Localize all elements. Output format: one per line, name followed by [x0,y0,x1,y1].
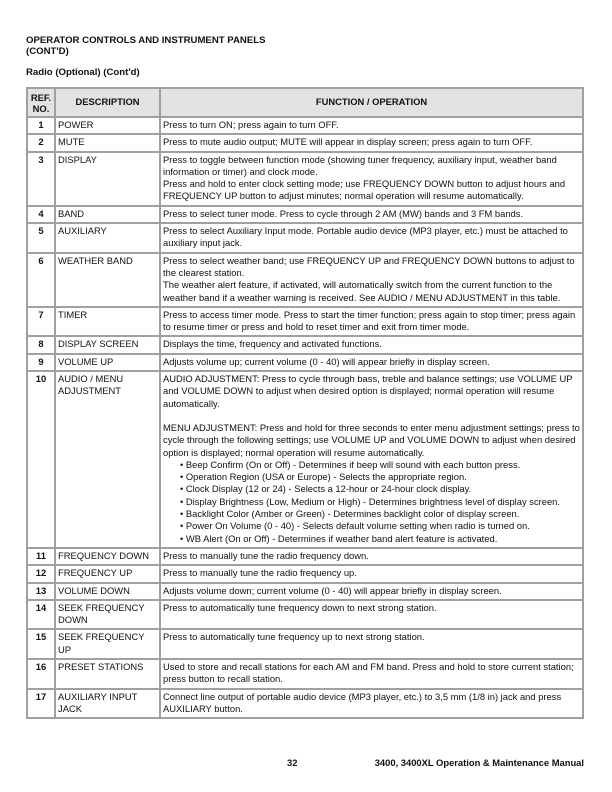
function-paragraph: Press to automatically tune frequency up to next strong station. [163,631,425,643]
function-paragraph: Used to store and recall stations for each AM and FM band. Press and hold to store current station; press button to recall station. [163,660,574,685]
header-ref-no [27,88,55,117]
control-description: WEATHER BAND [55,253,160,307]
control-description: DISPLAY SCREEN [55,336,160,353]
table-row [27,371,583,548]
function-operation [160,354,583,371]
control-description: PRESET STATIONS [55,659,160,689]
ref-number: 16 [27,659,55,689]
function-operation [160,152,583,206]
header-function: FUNCTION / OPERATION [160,88,583,117]
menu-setting-text: WB Alert (On or Off) - Determines if weather band alert feature is activated. [185,532,498,544]
bullet-icon: • [180,508,186,520]
menu-setting-item [163,533,580,545]
menu-setting-text: Power On Volume (0 - 40) - Selects default volume setting when radio is turned on. [185,520,530,532]
function-paragraph: The weather alert feature, if activated, will automatically switch from the current function to the weather band if a weather warning is received. See AUDIO / MENU ADJUSTMENT in this table. [163,279,561,303]
ref-number: 9 [27,354,55,371]
function-paragraph: Connect line output of portable audio device (MP3 player, etc.) to 3,5 mm (1/8 in) jack and press AUXILIARY button. [163,690,562,714]
control-description: VOLUME DOWN [55,583,160,600]
ref-number: 17 [27,689,55,719]
function-paragraph: Press to select Auxiliary Input mode. Portable audio device (MP3 player, etc.) must be attached to auxiliary input jack. [163,225,568,249]
function-operation [160,253,583,307]
function-paragraph: Adjusts volume up; current volume (0 - 40) will appear briefly in display screen. [163,355,490,367]
function-operation [160,223,583,253]
menu-setting-text: Backlight Color (Amber or Green) - Determines backlight color of display screen. [185,508,520,520]
table-header-row [27,88,583,117]
control-description: TIMER [55,307,160,337]
control-description: BAND [55,206,160,223]
control-description: AUXILIARY INPUT JACK [55,689,160,719]
function-operation [160,134,583,151]
table-row [27,354,583,371]
bullet-icon: • [180,483,186,495]
ref-number: 4 [27,206,55,223]
ref-number: 13 [27,583,55,600]
control-description: FREQUENCY DOWN [55,548,160,565]
table-row [27,600,583,630]
ref-number: 8 [27,336,55,353]
function-paragraph: Press to toggle between function mode (showing tuner frequency, auxiliary input, weather band information or timer) and clock mode. [163,153,557,177]
function-operation [160,548,583,565]
control-description: AUXILIARY [55,223,160,253]
ref-number: 1 [27,117,55,134]
function-operation [160,307,583,337]
ref-number: 10 [27,371,55,548]
page-heading [26,35,266,57]
table-row [27,152,583,206]
table-row [27,206,583,223]
menu-setting-item [163,459,580,471]
ref-number: 11 [27,548,55,565]
header-ref-line-2: NO. [32,102,50,114]
ref-number: 3 [27,152,55,206]
ref-number: 12 [27,565,55,582]
heading-line-1: OPERATOR CONTROLS AND INSTRUMENT PANELS [26,35,266,46]
table-row [27,336,583,353]
menu-setting-text: Clock Display (12 or 24) - Selects a 12-hour or 24-hour clock display. [185,483,472,495]
table-row [27,689,583,719]
function-paragraph: Displays the time, frequency and activated functions. [163,338,382,350]
ref-number: 15 [27,629,55,659]
paragraph-gap [163,410,580,422]
table-row [27,223,583,253]
menu-setting-text: Beep Confirm (On or Off) - Determines if beep will sound with each button press. [185,458,521,470]
table-row [27,117,583,134]
function-paragraph: Press and hold to enter clock setting mode; use FREQUENCY DOWN button to adjust hours and FREQUENCY UP button to adjust minutes; normal operation will resume automatically. [163,178,566,202]
function-operation [160,689,583,719]
table-row [27,583,583,600]
ref-number: 5 [27,223,55,253]
bullet-icon: • [180,458,186,470]
control-description: MUTE [55,134,160,151]
menu-setting-item [163,508,580,520]
function-paragraph: Adjusts volume down; current volume (0 - 40) will appear briefly in display screen. [163,584,502,596]
bullet-icon: • [180,532,186,544]
header-description: DESCRIPTION [55,88,160,117]
function-paragraph: Press to manually tune the radio frequency up. [163,567,357,579]
bullet-icon: • [180,520,186,532]
function-operation [160,206,583,223]
control-description: POWER [55,117,160,134]
menu-setting-text: Display Brightness (Low, Medium or High) - Determines brightness level of display screen. [185,495,561,507]
control-description: SEEK FREQUENCY UP [55,629,160,659]
table-row [27,253,583,307]
function-operation [160,565,583,582]
ref-number: 14 [27,600,55,630]
function-paragraph: AUDIO ADJUSTMENT: Press to cycle through bass, treble and balance settings; use VOLUME UP and VOLUME DOWN to adjust when desired option is displayed; normal operation will resume automatically. [163,373,573,409]
ref-number: 2 [27,134,55,151]
page-number: 32 [287,757,298,768]
control-description: SEEK FREQUENCY DOWN [55,600,160,630]
menu-setting-item [163,483,580,495]
function-operation [160,336,583,353]
function-paragraph: MENU ADJUSTMENT: Press and hold for three seconds to enter menu adjustment settings; press to cycle through the following settings; use VOLUME UP and VOLUME DOWN to adjust when desired option is displayed; normal operation will resume automatically. [163,421,580,458]
function-operation [160,659,583,689]
header-ref-line-1: REF. [30,91,52,103]
table-row [27,307,583,337]
ref-number: 6 [27,253,55,307]
menu-setting-item [163,520,580,532]
function-operation [160,583,583,600]
manual-title: 3400, 3400XL Operation & Maintenance Manual [374,757,584,768]
ref-number: 7 [27,307,55,337]
menu-setting-item [163,471,580,483]
control-description: AUDIO / MENU ADJUSTMENT [55,371,160,548]
function-operation [160,600,583,630]
menu-setting-text: Operation Region (USA or Europe) - Selects the appropriate region. [185,471,467,483]
control-description: DISPLAY [55,152,160,206]
table-row [27,548,583,565]
controls-table [26,87,584,719]
function-paragraph: Press to automatically tune frequency down to next strong station. [163,601,437,613]
table-row [27,659,583,689]
function-paragraph: Press to manually tune the radio frequency down. [163,549,369,561]
bullet-icon: • [180,471,186,483]
bullet-icon: • [180,495,186,507]
control-description: VOLUME UP [55,354,160,371]
control-description: FREQUENCY UP [55,565,160,582]
heading-line-2: (CONT'D) [26,46,69,57]
function-operation [160,371,583,548]
function-paragraph: Press to mute audio output; MUTE will appear in display screen; press again to turn OFF. [163,136,533,148]
menu-setting-item [163,496,580,508]
table-row [27,629,583,659]
table-row [27,134,583,151]
function-operation [160,117,583,134]
function-paragraph: Press to select weather band; use FREQUENCY UP and FREQUENCY DOWN buttons to adjust to the clearest station. [163,254,575,278]
section-title: Radio (Optional) (Cont'd) [26,67,140,78]
function-paragraph: Press to turn ON; press again to turn OFF. [163,119,339,130]
table-row [27,565,583,582]
function-paragraph: Press to select tuner mode. Press to cycle through 2 AM (MW) bands and 3 FM bands. [163,207,524,219]
function-operation [160,629,583,659]
function-paragraph: Press to access timer mode. Press to start the timer function; press again to stop timer; press again to resume timer or press and hold to reset timer and exit from timer mode. [163,308,576,333]
